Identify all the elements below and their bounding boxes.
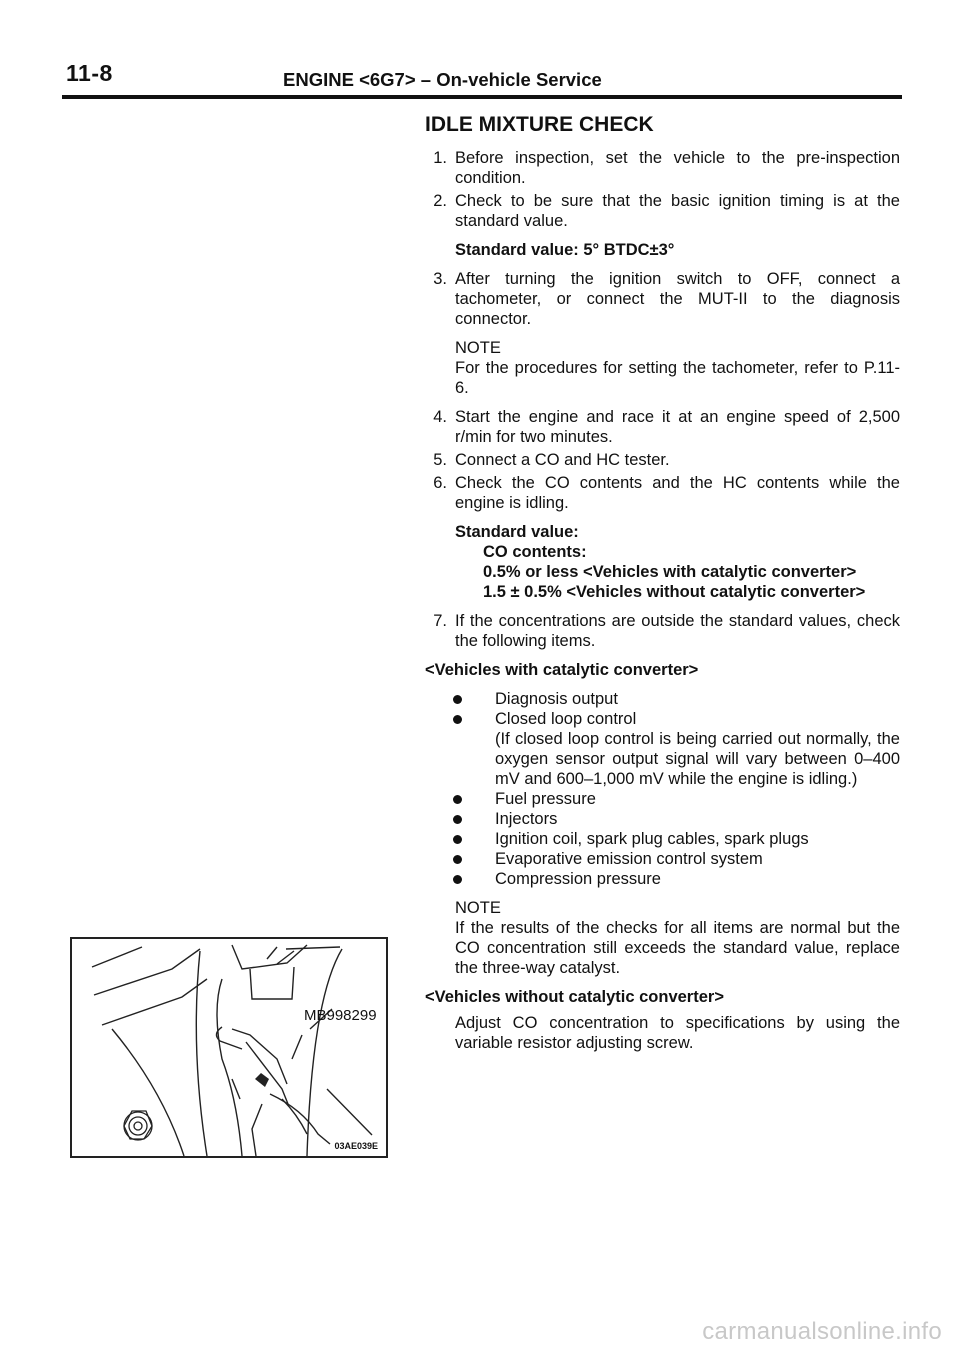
without-catalytic-text: Adjust CO concentration to specifications by using the variable resistor adjusting screw. [455, 1014, 900, 1052]
co-value-with-cat: 0.5% or less <Vehicles with catalytic converter> [483, 563, 857, 581]
step-text: Check the CO contents and the HC contents while the engine is idling. [455, 474, 900, 512]
check-item: Evaporative emission control system [415, 849, 900, 869]
step-number: 2. [433, 192, 447, 210]
watermark: carmanualsonline.info [702, 1318, 942, 1345]
bullet-icon [453, 695, 462, 704]
step-number: 5. [433, 451, 447, 469]
main-content [415, 112, 900, 1053]
step-3 [415, 269, 900, 329]
check-item: Fuel pressure [415, 789, 900, 809]
step-text: If the concentrations are outside the standard values, check the following items. [455, 612, 900, 650]
step-text: After turning the ignition switch to OFF, connect a tachometer, or connect the MUT-II to the diagnosis connector. [455, 270, 900, 328]
check-item-detail: (If closed loop control is being carried out normally, the oxygen sensor output signal will vary between 0–400 mV and 600–1,000 mV while the engine is idling.) [495, 730, 900, 788]
figure-code: 03AE039E [334, 1141, 378, 1151]
step-6 [415, 473, 900, 513]
note-label: NOTE [455, 339, 501, 357]
step-text: Check to be sure that the basic ignition timing is at the standard value. [455, 192, 900, 230]
step-text: Connect a CO and HC tester. [455, 451, 670, 469]
bullet-icon [453, 715, 462, 724]
bullet-icon [453, 835, 462, 844]
step-5 [415, 450, 900, 470]
co-value-without-cat: 1.5 ± 0.5% <Vehicles without catalytic converter> [483, 583, 866, 601]
bullet-icon [453, 795, 462, 804]
step-number: 6. [433, 474, 447, 492]
bullet-icon [453, 855, 462, 864]
note-text: If the results of the checks for all items are normal but the CO concentration still exceeds the standard value, replace the three-way catalyst. [455, 919, 900, 977]
tool-label: MB998299 [304, 1007, 377, 1024]
note-label: NOTE [455, 899, 501, 917]
adjusting-screw-illustration [70, 937, 388, 1158]
step-text: Start the engine and race it at an engine speed of 2,500 r/min for two minutes. [455, 408, 900, 446]
check-item: Closed loop control [415, 709, 900, 729]
check-item: Compression pressure [415, 869, 900, 889]
step-number: 3. [433, 270, 447, 288]
check-item: Injectors [415, 809, 900, 829]
without-catalytic-heading: <Vehicles without catalytic converter> [425, 988, 724, 1006]
header-divider [62, 95, 902, 99]
standard-value-timing: Standard value: 5° BTDC±3° [455, 241, 675, 259]
co-contents-label: CO contents: [483, 543, 587, 561]
note-text: For the procedures for setting the tachometer, refer to P.11-6. [455, 359, 900, 397]
page-header-title: ENGINE <6G7> – On-vehicle Service [283, 69, 602, 90]
step-2 [415, 191, 900, 231]
step-number: 4. [433, 408, 447, 426]
check-item: Ignition coil, spark plug cables, spark plugs [415, 829, 900, 849]
check-item: Diagnosis output [415, 689, 900, 709]
with-catalytic-heading: <Vehicles with catalytic converter> [425, 661, 699, 679]
step-1 [415, 148, 900, 188]
step-4 [415, 407, 900, 447]
section-title: IDLE MIXTURE CHECK [425, 113, 654, 136]
bullet-icon [453, 875, 462, 884]
step-number: 7. [433, 612, 447, 630]
engine-bay-drawing [72, 939, 386, 1156]
standard-value-label: Standard value: [455, 523, 579, 541]
page-number: 11-8 [66, 60, 113, 86]
step-number: 1. [433, 149, 447, 167]
step-7 [415, 611, 900, 651]
bullet-icon [453, 815, 462, 824]
step-text: Before inspection, set the vehicle to the pre-inspection condition. [455, 149, 900, 187]
